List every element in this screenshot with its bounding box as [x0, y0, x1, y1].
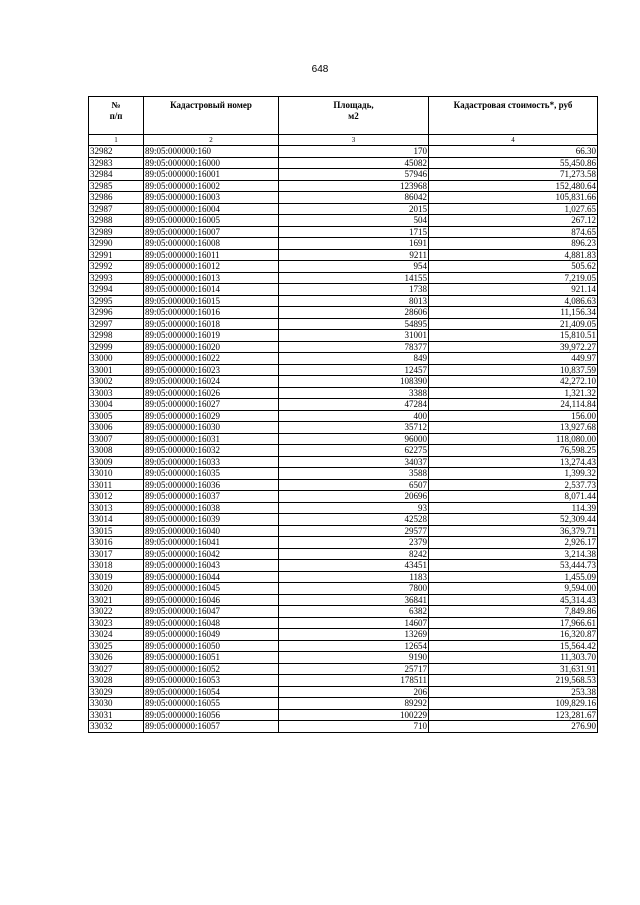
row-number-cell: 33005 — [89, 410, 144, 422]
table-row — [89, 491, 598, 503]
row-number-cell: 33007 — [89, 433, 144, 445]
area-cell: 34037 — [279, 456, 429, 468]
row-number-cell: 32990 — [89, 238, 144, 250]
cadastral-number-cell: 89:05:000000:16050 — [144, 640, 279, 652]
cadastral-number-cell: 89:05:000000:16043 — [144, 560, 279, 572]
table-row — [89, 514, 598, 526]
area-cell: 1691 — [279, 238, 429, 250]
row-number-cell: 33021 — [89, 594, 144, 606]
table-row — [89, 560, 598, 572]
area-cell: 62275 — [279, 445, 429, 457]
area-cell: 206 — [279, 686, 429, 698]
row-number-cell: 33028 — [89, 675, 144, 687]
column-number-4: 4 — [429, 135, 598, 146]
row-number-cell: 32993 — [89, 272, 144, 284]
cadastral-number-cell: 89:05:000000:16014 — [144, 284, 279, 296]
column-number-row — [89, 135, 598, 146]
area-cell: 1738 — [279, 284, 429, 296]
cadastral-number-cell: 89:05:000000:16003 — [144, 192, 279, 204]
table-row — [89, 422, 598, 434]
row-number-cell: 33024 — [89, 629, 144, 641]
cadastral-number-cell: 89:05:000000:16041 — [144, 537, 279, 549]
cadastral-number-cell: 89:05:000000:16045 — [144, 583, 279, 595]
area-cell: 36841 — [279, 594, 429, 606]
cadastral-number-cell: 89:05:000000:16030 — [144, 422, 279, 434]
area-cell: 86042 — [279, 192, 429, 204]
cadastral-number-cell: 89:05:000000:16056 — [144, 709, 279, 721]
area-cell: 12457 — [279, 364, 429, 376]
cadastral-cost-cell: 7,219.05 — [429, 272, 598, 284]
cadastral-number-cell: 89:05:000000:16048 — [144, 617, 279, 629]
cadastral-number-cell: 89:05:000000:16024 — [144, 376, 279, 388]
cadastral-cost-cell: 921.14 — [429, 284, 598, 296]
area-cell: 96000 — [279, 433, 429, 445]
cadastral-number-cell: 89:05:000000:16032 — [144, 445, 279, 457]
area-cell: 43451 — [279, 560, 429, 572]
cadastral-cost-cell: 449.97 — [429, 353, 598, 365]
row-number-cell: 32989 — [89, 226, 144, 238]
table-row — [89, 456, 598, 468]
row-number-cell: 33026 — [89, 652, 144, 664]
area-cell: 31001 — [279, 330, 429, 342]
row-number-cell: 33016 — [89, 537, 144, 549]
area-cell: 20696 — [279, 491, 429, 503]
header-cadastral-number-label: Кадастровый номер — [170, 100, 252, 110]
row-number-cell: 33009 — [89, 456, 144, 468]
area-cell: 6507 — [279, 479, 429, 491]
cadastral-number-cell: 89:05:000000:16007 — [144, 226, 279, 238]
row-number-cell: 33001 — [89, 364, 144, 376]
area-cell: 178511 — [279, 675, 429, 687]
row-number-cell: 33020 — [89, 583, 144, 595]
cadastral-cost-cell: 24,114.84 — [429, 399, 598, 411]
cadastral-cost-cell: 36,379.71 — [429, 525, 598, 537]
table-row — [89, 192, 598, 204]
cadastral-cost-cell: 1,321.32 — [429, 387, 598, 399]
table-row — [89, 468, 598, 480]
row-number-cell: 32992 — [89, 261, 144, 273]
cadastral-cost-cell: 152,480.64 — [429, 180, 598, 192]
table-row — [89, 410, 598, 422]
cadastral-number-cell: 89:05:000000:16018 — [144, 318, 279, 330]
area-cell: 954 — [279, 261, 429, 273]
row-number-cell: 33023 — [89, 617, 144, 629]
row-number-cell: 32995 — [89, 295, 144, 307]
area-cell: 25717 — [279, 663, 429, 675]
row-number-cell: 33029 — [89, 686, 144, 698]
area-cell: 1183 — [279, 571, 429, 583]
cadastral-number-cell: 89:05:000000:16057 — [144, 721, 279, 733]
cadastral-number-cell: 89:05:000000:16037 — [144, 491, 279, 503]
row-number-cell: 33000 — [89, 353, 144, 365]
row-number-cell: 33017 — [89, 548, 144, 560]
table-row — [89, 295, 598, 307]
row-number-cell: 33031 — [89, 709, 144, 721]
cadastral-number-cell: 89:05:000000:16053 — [144, 675, 279, 687]
area-cell: 57946 — [279, 169, 429, 181]
header-row-number — [89, 97, 144, 135]
row-number-cell: 33013 — [89, 502, 144, 514]
header-cadastral-cost — [429, 97, 598, 135]
row-number-cell: 32996 — [89, 307, 144, 319]
cadastral-cost-cell: 105,831.66 — [429, 192, 598, 204]
table-row — [89, 433, 598, 445]
area-cell: 170 — [279, 146, 429, 158]
table-row — [89, 376, 598, 388]
cadastral-cost-cell: 39,972.27 — [429, 341, 598, 353]
cadastral-cost-cell: 118,080.00 — [429, 433, 598, 445]
cadastral-cost-cell: 76,598.25 — [429, 445, 598, 457]
area-cell: 47284 — [279, 399, 429, 411]
row-number-cell: 32985 — [89, 180, 144, 192]
table-row — [89, 445, 598, 457]
cadastral-cost-cell: 276.90 — [429, 721, 598, 733]
table-row — [89, 307, 598, 319]
table-row — [89, 629, 598, 641]
cadastral-number-cell: 89:05:000000:160 — [144, 146, 279, 158]
area-cell: 13269 — [279, 629, 429, 641]
header-area-unit: м2 — [348, 111, 359, 121]
row-number-cell: 33014 — [89, 514, 144, 526]
table-row — [89, 571, 598, 583]
table-row — [89, 675, 598, 687]
cadastral-cost-cell: 17,966.61 — [429, 617, 598, 629]
table-row — [89, 272, 598, 284]
cadastral-cost-cell: 13,927.68 — [429, 422, 598, 434]
row-number-cell: 32999 — [89, 341, 144, 353]
table-row — [89, 502, 598, 514]
table-row — [89, 318, 598, 330]
row-number-cell: 32986 — [89, 192, 144, 204]
column-number-2: 2 — [144, 135, 279, 146]
row-number-cell: 33022 — [89, 606, 144, 618]
cadastral-number-cell: 89:05:000000:16047 — [144, 606, 279, 618]
table-row — [89, 652, 598, 664]
table-row — [89, 364, 598, 376]
header-cadastral-cost-label: Кадастровая стоимость*, руб — [453, 100, 573, 110]
table-row — [89, 583, 598, 595]
cadastral-cost-cell: 66.30 — [429, 146, 598, 158]
row-number-cell: 32982 — [89, 146, 144, 158]
cadastral-cost-cell: 505.62 — [429, 261, 598, 273]
cadastral-cost-cell: 1,399.32 — [429, 468, 598, 480]
cadastral-cost-cell: 13,274.43 — [429, 456, 598, 468]
row-number-cell: 33027 — [89, 663, 144, 675]
cadastral-cost-cell: 874.65 — [429, 226, 598, 238]
cadastral-number-cell: 89:05:000000:16038 — [144, 502, 279, 514]
cadastral-cost-cell: 55,450.86 — [429, 157, 598, 169]
area-cell: 849 — [279, 353, 429, 365]
cadastral-cost-cell: 267.12 — [429, 215, 598, 227]
area-cell: 28606 — [279, 307, 429, 319]
row-number-cell: 33004 — [89, 399, 144, 411]
column-number-1: 1 — [89, 135, 144, 146]
table-row — [89, 284, 598, 296]
area-cell: 42528 — [279, 514, 429, 526]
cadastral-number-cell: 89:05:000000:16012 — [144, 261, 279, 273]
cadastral-number-cell: 89:05:000000:16015 — [144, 295, 279, 307]
row-number-cell: 32998 — [89, 330, 144, 342]
area-cell: 8242 — [279, 548, 429, 560]
header-area-label: Площадь, — [333, 100, 374, 110]
cadastral-number-cell: 89:05:000000:16044 — [144, 571, 279, 583]
table-row — [89, 399, 598, 411]
cadastral-cost-cell: 896.23 — [429, 238, 598, 250]
area-cell: 504 — [279, 215, 429, 227]
cadastral-cost-cell: 10,837.59 — [429, 364, 598, 376]
table-row — [89, 226, 598, 238]
cadastral-number-cell: 89:05:000000:16036 — [144, 479, 279, 491]
table-row — [89, 686, 598, 698]
area-cell: 710 — [279, 721, 429, 733]
header-area — [279, 97, 429, 135]
cadastral-number-cell: 89:05:000000:16023 — [144, 364, 279, 376]
cadastral-cost-cell: 42,272.10 — [429, 376, 598, 388]
area-cell: 9211 — [279, 249, 429, 261]
cadastral-number-cell: 89:05:000000:16042 — [144, 548, 279, 560]
row-number-cell: 33002 — [89, 376, 144, 388]
area-cell: 6382 — [279, 606, 429, 618]
cadastral-number-cell: 89:05:000000:16022 — [144, 353, 279, 365]
cadastral-cost-cell: 15,564.42 — [429, 640, 598, 652]
cadastral-cost-cell: 11,156.34 — [429, 307, 598, 319]
page-number: 648 — [311, 64, 329, 75]
cadastral-number-cell: 89:05:000000:16013 — [144, 272, 279, 284]
cadastral-number-cell: 89:05:000000:16046 — [144, 594, 279, 606]
cadastral-number-cell: 89:05:000000:16001 — [144, 169, 279, 181]
cadastral-number-cell: 89:05:000000:16039 — [144, 514, 279, 526]
area-cell: 14155 — [279, 272, 429, 284]
row-number-cell: 32987 — [89, 203, 144, 215]
cadastral-cost-cell: 1,455.09 — [429, 571, 598, 583]
area-cell: 35712 — [279, 422, 429, 434]
cadastral-number-cell: 89:05:000000:16052 — [144, 663, 279, 675]
cadastral-number-cell: 89:05:000000:16002 — [144, 180, 279, 192]
cadastral-number-cell: 89:05:000000:16008 — [144, 238, 279, 250]
cadastral-number-cell: 89:05:000000:16035 — [144, 468, 279, 480]
table-row — [89, 663, 598, 675]
cadastral-cost-cell: 71,273.58 — [429, 169, 598, 181]
table-row — [89, 721, 598, 733]
table-row — [89, 479, 598, 491]
cadastral-number-cell: 89:05:000000:16040 — [144, 525, 279, 537]
table-row — [89, 238, 598, 250]
area-cell: 3388 — [279, 387, 429, 399]
table-row — [89, 606, 598, 618]
area-cell: 100229 — [279, 709, 429, 721]
header-row-number-symbol: № — [111, 100, 121, 110]
row-number-cell: 33015 — [89, 525, 144, 537]
area-cell: 8013 — [279, 295, 429, 307]
table-row — [89, 387, 598, 399]
table-row — [89, 537, 598, 549]
cadastral-number-cell: 89:05:000000:16027 — [144, 399, 279, 411]
cadastral-cost-cell: 31,631.91 — [429, 663, 598, 675]
row-number-cell: 32991 — [89, 249, 144, 261]
table-row — [89, 698, 598, 710]
row-number-cell: 33008 — [89, 445, 144, 457]
cadastral-cost-cell: 3,214.38 — [429, 548, 598, 560]
row-number-cell: 32984 — [89, 169, 144, 181]
area-cell: 7800 — [279, 583, 429, 595]
cadastral-cost-cell: 156.00 — [429, 410, 598, 422]
table-row — [89, 157, 598, 169]
area-cell: 108390 — [279, 376, 429, 388]
cadastral-number-cell: 89:05:000000:16026 — [144, 387, 279, 399]
cadastral-number-cell: 89:05:000000:16054 — [144, 686, 279, 698]
table-row — [89, 525, 598, 537]
column-number-3: 3 — [279, 135, 429, 146]
area-cell: 2379 — [279, 537, 429, 549]
cadastral-number-cell: 89:05:000000:16055 — [144, 698, 279, 710]
table-row — [89, 249, 598, 261]
row-number-cell: 33010 — [89, 468, 144, 480]
area-cell: 2015 — [279, 203, 429, 215]
cadastral-cost-cell: 21,409.05 — [429, 318, 598, 330]
table-row — [89, 215, 598, 227]
cadastral-cost-cell: 52,309.44 — [429, 514, 598, 526]
row-number-cell: 32988 — [89, 215, 144, 227]
cadastral-number-cell: 89:05:000000:16011 — [144, 249, 279, 261]
cadastral-number-cell: 89:05:000000:16051 — [144, 652, 279, 664]
area-cell: 54895 — [279, 318, 429, 330]
row-number-cell: 33006 — [89, 422, 144, 434]
header-cadastral-number — [144, 97, 279, 135]
cadastral-number-cell: 89:05:000000:16005 — [144, 215, 279, 227]
area-cell: 3588 — [279, 468, 429, 480]
cadastral-cost-cell: 1,027.65 — [429, 203, 598, 215]
area-cell: 89292 — [279, 698, 429, 710]
row-number-cell: 33012 — [89, 491, 144, 503]
cadastral-number-cell: 89:05:000000:16049 — [144, 629, 279, 641]
cadastral-cost-cell: 253.38 — [429, 686, 598, 698]
cadastral-cost-cell: 2,537.73 — [429, 479, 598, 491]
cadastral-cost-cell: 53,444.73 — [429, 560, 598, 572]
area-cell: 1715 — [279, 226, 429, 238]
area-cell: 45082 — [279, 157, 429, 169]
cadastral-cost-cell: 219,568.53 — [429, 675, 598, 687]
cadastral-cost-cell: 7,849.86 — [429, 606, 598, 618]
area-cell: 123968 — [279, 180, 429, 192]
area-cell: 12654 — [279, 640, 429, 652]
cadastral-cost-cell: 109,829.16 — [429, 698, 598, 710]
cadastral-cost-cell: 9,594.00 — [429, 583, 598, 595]
row-number-cell: 33025 — [89, 640, 144, 652]
area-cell: 78377 — [279, 341, 429, 353]
table-row — [89, 353, 598, 365]
row-number-cell: 33019 — [89, 571, 144, 583]
row-number-cell: 33011 — [89, 479, 144, 491]
row-number-cell: 33030 — [89, 698, 144, 710]
table-row — [89, 617, 598, 629]
row-number-cell: 33018 — [89, 560, 144, 572]
area-cell: 9190 — [279, 652, 429, 664]
cadastral-number-cell: 89:05:000000:16004 — [144, 203, 279, 215]
cadastral-table — [88, 96, 598, 733]
cadastral-number-cell: 89:05:000000:16000 — [144, 157, 279, 169]
row-number-cell: 33003 — [89, 387, 144, 399]
area-cell: 14607 — [279, 617, 429, 629]
table-row — [89, 548, 598, 560]
cadastral-cost-cell: 4,881.83 — [429, 249, 598, 261]
cadastral-number-cell: 89:05:000000:16029 — [144, 410, 279, 422]
header-row-number-abbr: п/п — [109, 111, 123, 121]
cadastral-number-cell: 89:05:000000:16016 — [144, 307, 279, 319]
cadastral-number-cell: 89:05:000000:16031 — [144, 433, 279, 445]
cadastral-cost-cell: 123,281.67 — [429, 709, 598, 721]
table-row — [89, 146, 598, 158]
table-row — [89, 341, 598, 353]
cadastral-cost-cell: 16,320.87 — [429, 629, 598, 641]
table-row — [89, 640, 598, 652]
cadastral-cost-cell: 45,314.43 — [429, 594, 598, 606]
table-row — [89, 330, 598, 342]
cadastral-cost-cell: 114.39 — [429, 502, 598, 514]
cadastral-number-cell: 89:05:000000:16020 — [144, 341, 279, 353]
area-cell: 400 — [279, 410, 429, 422]
row-number-cell: 32994 — [89, 284, 144, 296]
area-cell: 29577 — [279, 525, 429, 537]
table-row — [89, 180, 598, 192]
cadastral-cost-cell: 4,086.63 — [429, 295, 598, 307]
table-row — [89, 594, 598, 606]
cadastral-number-cell: 89:05:000000:16019 — [144, 330, 279, 342]
table-body — [89, 146, 598, 733]
table-row — [89, 203, 598, 215]
table-row — [89, 709, 598, 721]
cadastral-cost-cell: 15,810.51 — [429, 330, 598, 342]
table-row — [89, 169, 598, 181]
cadastral-cost-cell: 11,303.70 — [429, 652, 598, 664]
table-header-row — [89, 97, 598, 135]
table-row — [89, 261, 598, 273]
row-number-cell: 33032 — [89, 721, 144, 733]
row-number-cell: 32997 — [89, 318, 144, 330]
cadastral-cost-cell: 8,071.44 — [429, 491, 598, 503]
area-cell: 93 — [279, 502, 429, 514]
cadastral-cost-cell: 2,926.17 — [429, 537, 598, 549]
cadastral-number-cell: 89:05:000000:16033 — [144, 456, 279, 468]
row-number-cell: 32983 — [89, 157, 144, 169]
